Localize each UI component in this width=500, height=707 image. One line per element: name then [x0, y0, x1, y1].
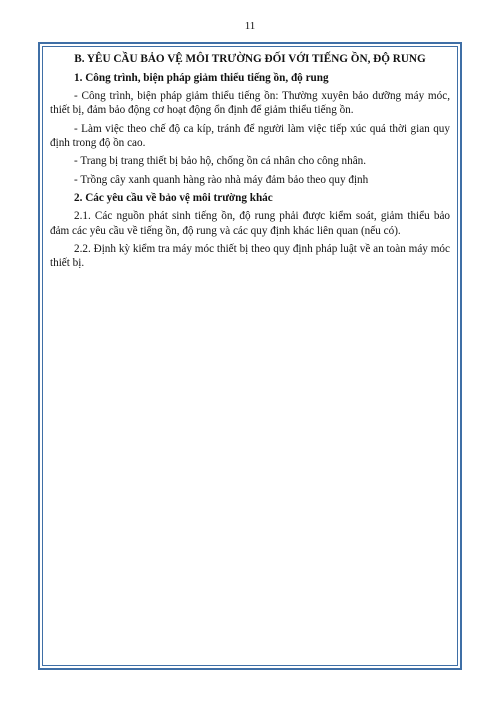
document-body [50, 52, 450, 274]
paragraph: 2.1. Các nguồn phát sinh tiếng ồn, độ rung phải được kiểm soát, giảm thiểu bảo đảm các yêu cầu về tiếng ồn, độ rung và các quy định khác liên quan (nếu có). [50, 209, 450, 237]
page-number: 11 [244, 20, 256, 32]
paragraph: 2.2. Định kỳ kiểm tra máy móc thiết bị theo quy định pháp luật về an toàn máy móc thiết bị. [50, 242, 450, 270]
heading-other-requirements: 2. Các yêu cầu về bảo vệ môi trường khác [74, 191, 273, 204]
paragraph: - Trang bị trang thiết bị bảo hộ, chống ồn cá nhân cho công nhân. [74, 155, 367, 168]
section-title: B. YÊU CẦU BẢO VỆ MÔI TRƯỜNG ĐỐI VỚI TIẾNG ỒN, ĐỘ RUNG [74, 53, 426, 65]
heading-noise-vibration-measures: 1. Công trình, biện pháp giảm thiểu tiếng ồn, độ rung [74, 71, 329, 84]
paragraph: - Công trình, biện pháp giảm thiểu tiếng ồn: Thường xuyên bảo dưỡng máy móc, thiết bị, đảm bảo động cơ hoạt động ổn định để giảm thiểu tiếng ồn. [50, 89, 450, 117]
paragraph: - Trồng cây xanh quanh hàng rào nhà máy đảm bảo theo quy định [74, 173, 369, 186]
paragraph: - Làm việc theo chế độ ca kíp, tránh để người làm việc tiếp xúc quá thời gian quy định trong độ ồn cao. [50, 122, 450, 150]
